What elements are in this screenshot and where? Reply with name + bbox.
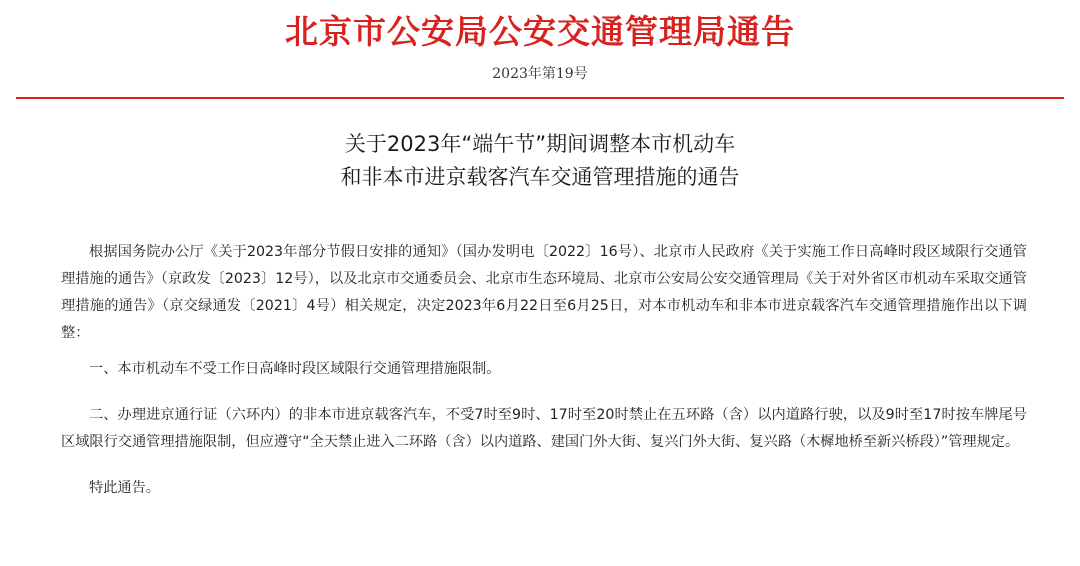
notice-title-line-2: 和非本市进京载客汽车交通管理措施的通告 — [340, 165, 740, 189]
red-divider-line — [16, 97, 1064, 99]
notice-title-line-1: 关于2023年“端午节”期间调整本市机动车 — [344, 132, 736, 156]
document-number: 2023年第19号 — [492, 66, 588, 82]
paragraph-legal-basis: 根据国务院办公厅《关于2023年部分节假日安排的通知》（国办发明电〔2022〕16号）、北京市人民政府《关于实施工作日高峰时段区域限行交通管理措施的通告》（京政发〔2023〕12号），以及北京市交通委员会、北京市生态环境局、北京市公安局公安交通管理局《关于对外省区市机动车采取交通管理措施的通告》（京交绿通发〔2021〕4号）相关规定，决定2023年6月22日至6月25日，对本市机动车和非本市进京载客汽车交通管理措施作出以下调整： — [61, 244, 1027, 341]
notice-body — [61, 239, 1027, 502]
paragraph-item-two: 二、办理进京通行证（六环内）的非本市进京载客汽车，不受7时至9时、17时至20时禁止在五环路（含）以内道路行驶，以及9时至17时按车牌尾号区域限行交通管理措施限制，但应遵守“全天禁止进入二环路（含）以内道路、建国门外大街、复兴门外大街、复兴路（木樨地桥至新兴桥段）”管理规定。 — [61, 407, 1027, 450]
paragraph-item-one: 一、本市机动车不受工作日高峰时段区域限行交通管理措施限制。 — [89, 361, 501, 377]
notice-title — [0, 128, 1080, 194]
issuing-authority-masthead: 北京市公安局公安交通管理局通告 — [285, 12, 795, 51]
paragraph-closing: 特此通告。 — [89, 480, 160, 496]
